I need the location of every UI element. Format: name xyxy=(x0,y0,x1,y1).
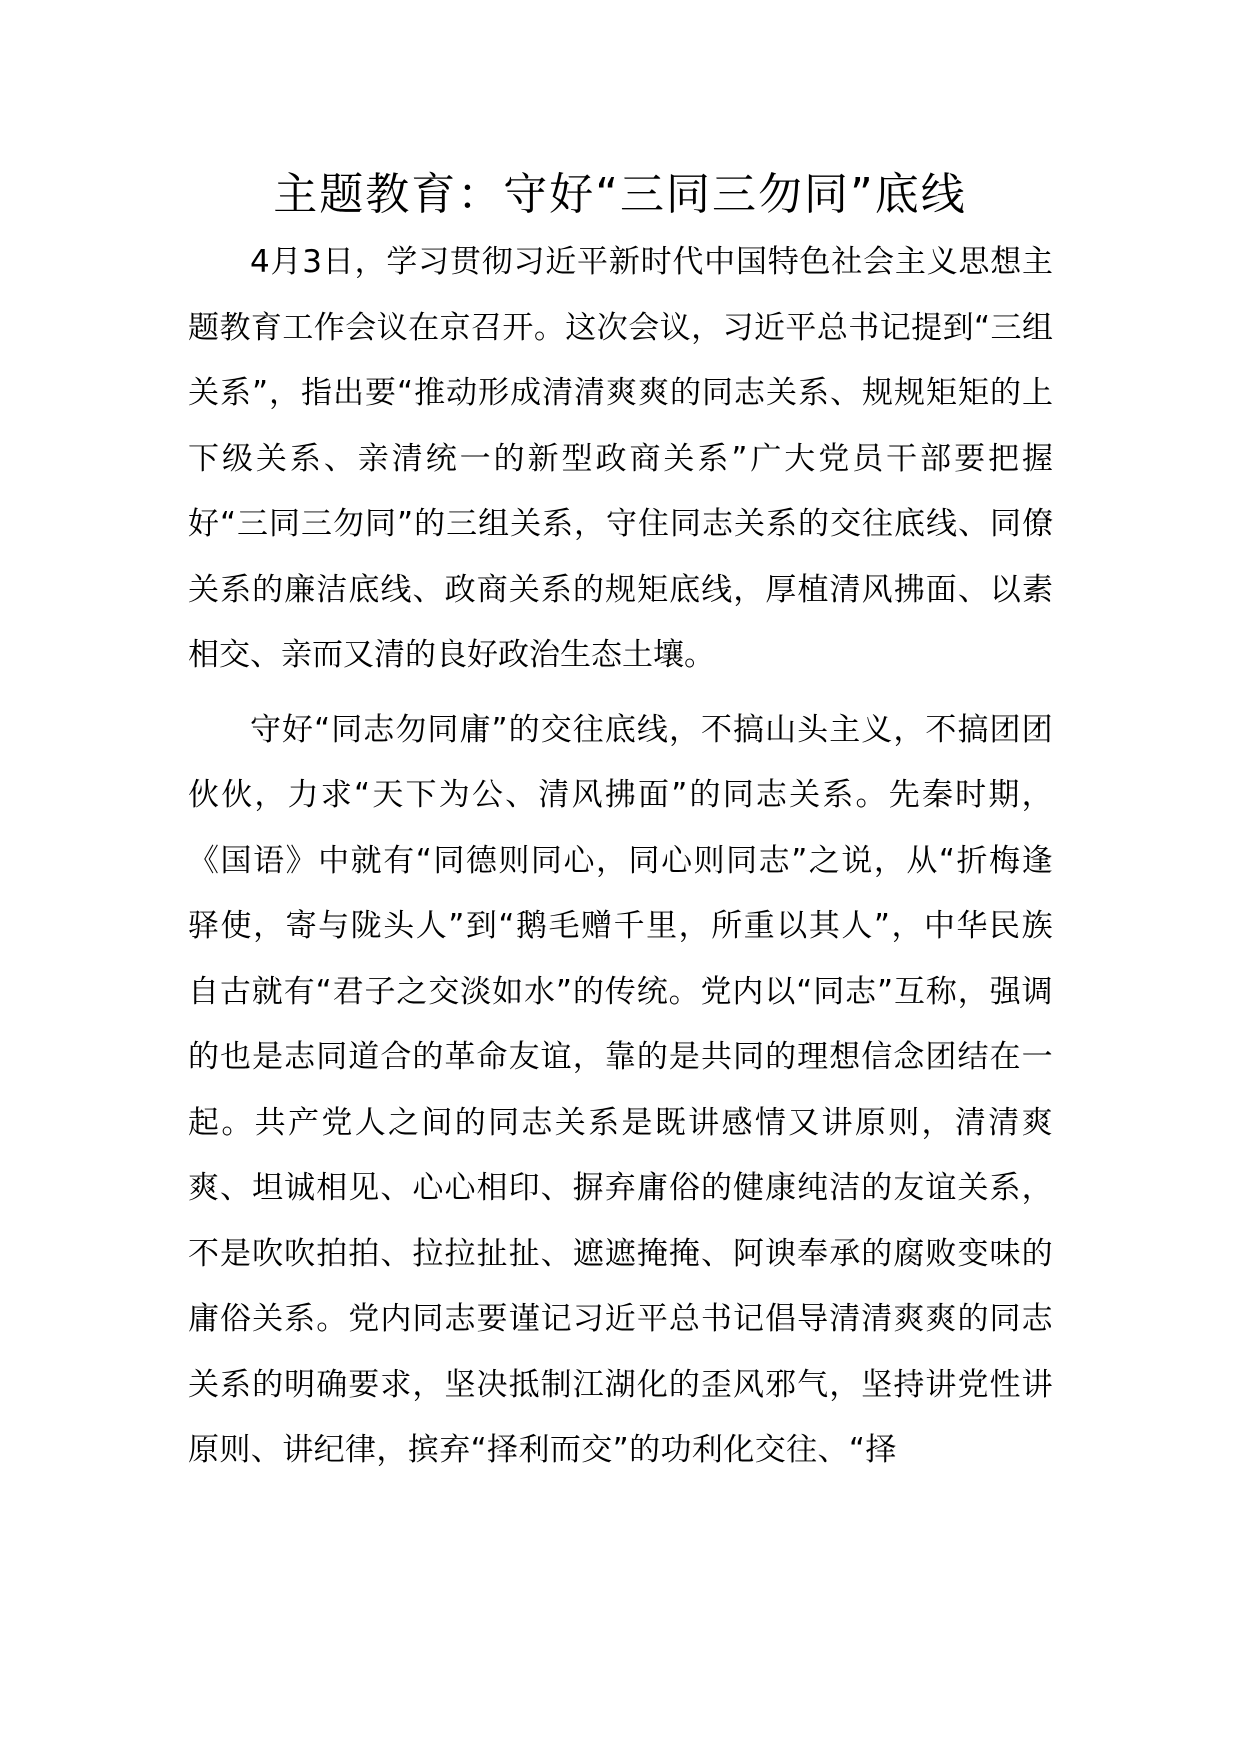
document-title: 主题教育：守好“三同三勿同”底线 xyxy=(273,169,967,220)
document-body xyxy=(188,230,1053,1484)
paragraph-2: 守好“同志勿同庸”的交往底线，不搞山头主义，不搞团团伙伙，力求“天下为公、清风拂面”的同志关系。先秦时期，《国语》中就有“同德则同心，同心则同志”之说，从“折梅逢驿使，寄与陇头人”到“鹅毛赠千里，所重以其人”，中华民族自古就有“君子之交淡如水”的传统。党内以“同志”互称，强调的也是志同道合的革命友谊，靠的是共同的理想信念团结在一起。共产党人之间的同志关系是既讲感情又讲原则，清清爽爽、坦诚相见、心心相印、摒弃庸俗的健康纯洁的友谊关系，不是吹吹拍拍、拉拉扯扯、遮遮掩掩、阿谀奉承的腐败变味的庸俗关系。党内同志要谨记习近平总书记倡导清清爽爽的同志关系的明确要求，坚决抵制江湖化的歪风邪气，坚持讲党性讲原则、讲纪律，摈弃“择利而交”的功利化交往、“择 xyxy=(188,711,1053,1468)
paragraph-1: 4月3日，学习贯彻习近平新时代中国特色社会主义思想主题教育工作会议在京召开。这次会议，习近平总书记提到“三组关系”，指出要“推动形成清清爽爽的同志关系、规规矩矩的上下级关系、亲清统一的新型政商关系”广大党员干部要把握好“三同三勿同”的三组关系，守住同志关系的交往底线、同僚关系的廉洁底线、政商关系的规矩底线，厚植清风拂面、以素相交、亲而又清的良好政治生态土壤。 xyxy=(188,244,1053,673)
